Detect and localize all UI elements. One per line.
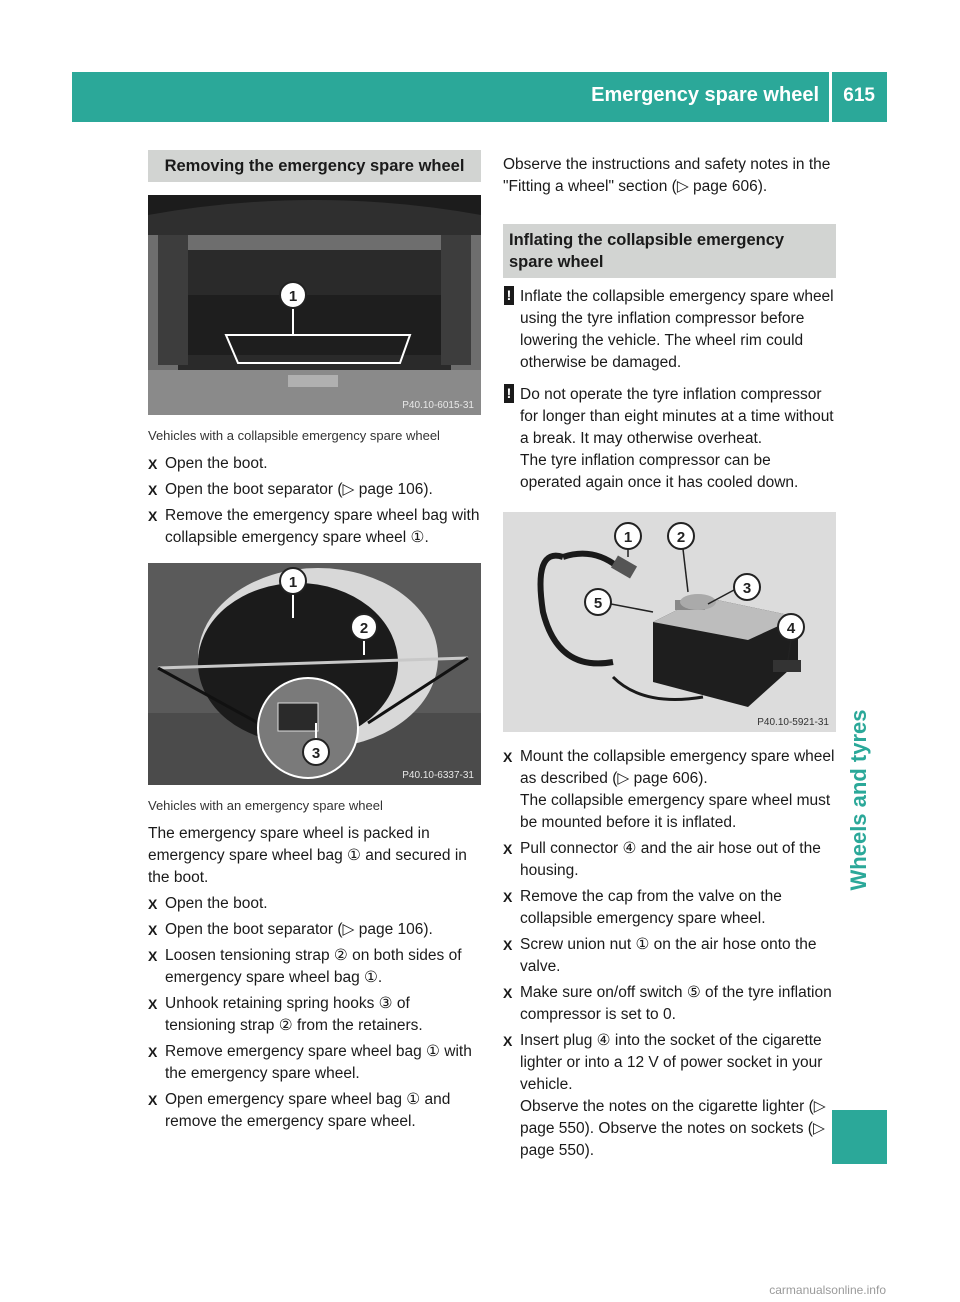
step-open-separator-1: X Open the boot separator (▷ page 106). [148,479,481,501]
step-remove-bag-1: X Remove the emergency spare wheel bag with collapsible emergency spare wheel ①. [148,507,480,546]
header-bar [72,72,887,122]
step-marker-icon: X [148,1044,158,1060]
step-mount-wheel: X Mount the collapsible emergency spare wheel as described (▷ page 606). [503,748,835,787]
figure3-code: P40.10-5921-31 [757,717,829,728]
warning-eight-minutes: ! Do not operate the tyre inflation compressor for longer than eight minutes at a time without a break. It may otherwise overheat. [503,384,836,450]
caption-spare-wheel: Vehicles with an emergency spare wheel [148,798,383,813]
figure3-callout-4: 4 [786,620,796,637]
step-marker-icon: X [148,456,158,472]
step-marker-icon: X [148,996,158,1012]
step-insert-plug: X Insert plug ④ into the socket of the cigarette lighter or into a 12 V of power socket in your vehicle. [503,1032,823,1093]
step-marker-icon: X [148,1092,158,1108]
step-check-switch: X Make sure on/off switch ⑤ of the tyre inflation compressor is set to 0. [503,984,832,1023]
step-marker-icon: X [503,749,513,765]
step-open-boot-1: X Open the boot. [148,453,481,475]
step-marker-icon: X [503,841,513,857]
left-column [148,150,481,1133]
step-remove-cap: X Remove the cap from the valve on the collapsible emergency spare wheel. [503,888,782,927]
step-open-separator-2: X Open the boot separator (▷ page 106). [148,919,481,941]
step-marker-icon: X [148,948,158,964]
step-marker-icon: X [148,482,158,498]
figure-boot-collapsible [148,195,481,415]
note-cigarette-lighter: Observe the notes on the cigarette lighter (▷ page 550). Observe the notes on sockets (▷ page 550). [520,1098,826,1159]
step-marker-icon: X [148,922,158,938]
note-cooled-down: The tyre inflation compressor can be operated again once it has cooled down. [520,452,799,491]
right-column [503,150,836,1162]
side-chapter-label: Wheels and tyres [846,709,871,891]
figure2-callout-1: 1 [288,574,298,591]
figure3-callout-2: 2 [676,529,686,546]
step-marker-icon: X [503,937,513,953]
step-marker-icon: X [148,508,158,524]
figure1-callout-1: 1 [288,288,298,305]
warning-icon: ! [504,286,514,305]
figure3-callout-5: 5 [593,595,603,612]
figure1-code: P40.10-6015-31 [402,400,474,411]
step-marker-icon: X [503,1033,513,1049]
figure3-callout-1: 1 [623,529,633,546]
chapter-marker [832,1110,887,1164]
step-pull-connector: X Pull connector ④ and the air hose out of the housing. [503,840,821,879]
step-remove-bag-2: X Remove emergency spare wheel bag ① with the emergency spare wheel. [148,1043,472,1082]
step-screw-union-nut: X Screw union nut ① on the air hose onto the valve. [503,936,817,975]
page-number: 615 [843,85,875,106]
section-heading-inflating: Inflating the collapsible emergency spare wheel [503,224,836,278]
figure2-callout-2: 2 [359,620,369,637]
header-separator [829,72,832,122]
step-marker-icon: X [503,985,513,1001]
figure2-callout-3: 3 [311,745,321,762]
note-mount-before-inflate: The collapsible emergency spare wheel must be mounted before it is inflated. [520,792,831,831]
warning-inflate-before-lowering: ! Inflate the collapsible emergency spare wheel using the tyre inflation compressor before lowering the vehicle. The wheel rim could otherwise be damaged. [503,286,836,374]
warning-icon: ! [504,384,514,403]
figure-boot-spare-bag [148,563,481,785]
intro-fitting-wheel: Observe the instructions and safety notes in the "Fitting a wheel" section (▷ page 606). [503,156,831,195]
footer-watermark: carmanualsonline.info [769,1283,886,1297]
step-unhook-hooks: X Unhook retaining spring hooks ③ of tensioning strap ② from the retainers. [148,995,423,1034]
figure-tyre-compressor [503,512,836,732]
section-heading-removing: Removing the emergency spare wheel [148,150,481,182]
step-open-boot-2: X Open the boot. [148,893,481,915]
intro-spare-wheel: The emergency spare wheel is packed in emergency spare wheel bag ① and secured in the boot. [148,825,467,886]
step-marker-icon: X [148,896,158,912]
caption-collapsible: Vehicles with a collapsible emergency spare wheel [148,428,440,443]
figure3-callout-3: 3 [742,580,752,597]
step-open-bag: X Open emergency spare wheel bag ① and remove the emergency spare wheel. [148,1091,451,1130]
page-title: Emergency spare wheel [591,84,819,106]
step-marker-icon: X [503,889,513,905]
step-loosen-strap: X Loosen tensioning strap ② on both sides of emergency spare wheel bag ①. [148,947,462,986]
figure2-code: P40.10-6337-31 [402,770,474,781]
